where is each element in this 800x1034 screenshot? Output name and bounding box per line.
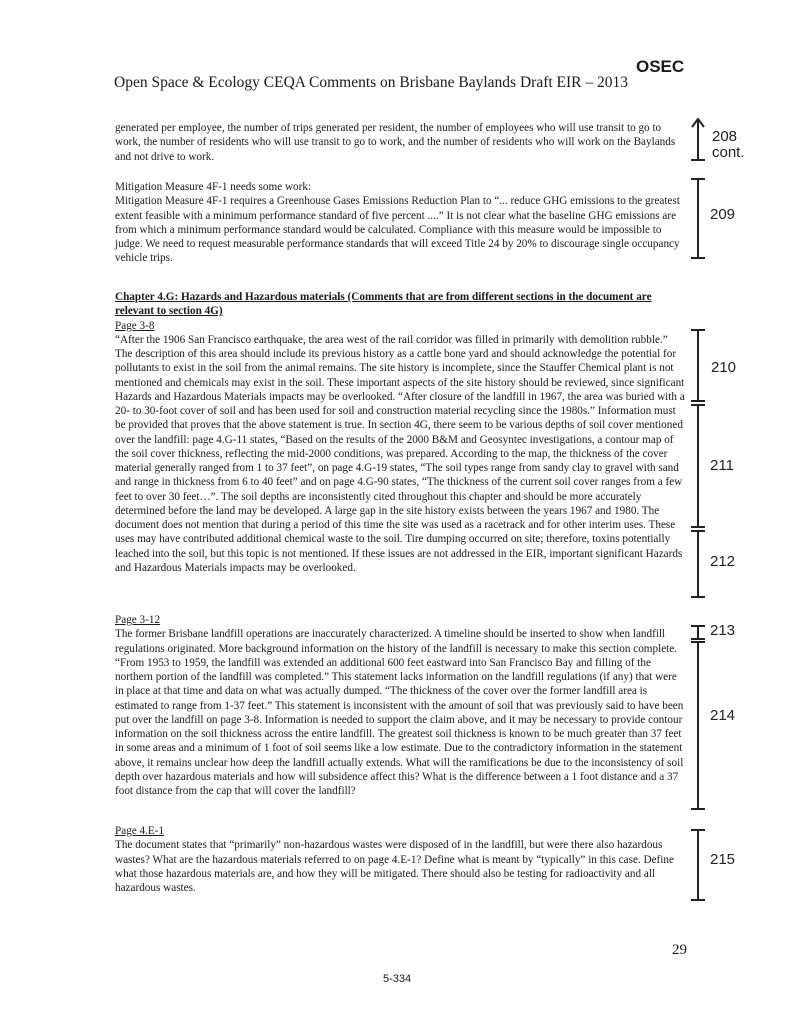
comment-number-215: 215: [710, 851, 736, 868]
paragraph-site-history: “After the 1906 San Francisco earthquake, the area west of the rail corridor was filled in primarily with demolition rubble.” The description of this area should include its previous history as a cattle bone yard and should acknowledge the potential for pollutants to exist in the soil from the animal remains. The site history is incomplete, since the Stauffer Chemical plant is not mentioned and chemicals may exist in the soil. These important aspects of the site history should be reviewed, since significant Hazards and Hazardous Materials impacts may be overlooked. “After closure of the landfill in 1967, the area was buried with a 20- to 30-foot cover of soil and has been used for soil and construction material recycling since the 1980s.” Information must be provided that proves that the above statement is true. In section 4G, there seem to be various depths of soil cover mentioned over the landfill: page 4.G-11 states, “Based on the results of the 2000 B&M and Geosyntec investigations, a contour map of the soil cover thickness, reflecting the mid-2000 conditions, was prepared. According to the map, the thickness of the cover material generally ranged from 1 to 37 feet”, on page 4.G-19 states, “The soil types range from sandy clay to gravel with sand and range in thickness from 6 to 40 feet” and on page 4.G-90 states, “The thickness of the current soil cover ranges from a few feet to over 30 feet…”. The soil depths are inconsistently cited throughout this chapter and should be more accurately determined before the land may be developed. A large gap in the site history exists between the years 1967 and 1980. The document does not mention that during a period of this time the site was used as a racetrack and for other interim uses. These uses may have contributed additional chemical waste to the soil. Tire dumping occurred on site; therefore, toxins potentially leached into the soil, but this topic is not mentioned. If these issues are not addressed in the EIR, important significant Hazards and Hazardous Materials impacts may be overlooked.: [115, 333, 685, 574]
page-number: 29: [672, 942, 687, 958]
comment-number-212: 212: [710, 553, 736, 570]
hazards-section: [115, 290, 687, 575]
comment-bracket-214: [691, 641, 705, 810]
paragraph-transit-trips: generated per employee, the number of trips generated per resident, the number of employees who will use transit to go to work, the number of residents who will use transit to go to work, and the number of residents who will work on the Baylands and not drive to work.: [115, 122, 676, 163]
comment-bracket-208: [691, 120, 705, 161]
document-page-number: 5-334: [383, 973, 412, 985]
comment-number-211: 211: [710, 457, 734, 474]
comment-bracket-215: [691, 829, 705, 901]
page-reference-3-12: Page 3-12: [115, 614, 161, 626]
comment-bracket-209: [691, 178, 705, 259]
comment-number-213: 213: [710, 622, 736, 639]
mitigation-section: [115, 180, 687, 266]
comment-bracket-213: [691, 625, 705, 640]
paragraph-landfill-operations: The former Brisbane landfill operations are inaccurately characterized. A timeline should be inserted to show when landfill regulations originated. More background information on the history of the landfill is necessary to make this section complete. “From 1953 to 1959, the landfill was extended an additional 600 feet eastward into San Francisco Bay and filling of the northern portion of the landfill was completed.” This statement lacks information on the landfill regulations (if any) that were in place at that time and data on what was actually dumped. “The thickness of the cover over the former landfill area is estimated to range from 1-37 feet.” This statement is inconsistent with the amount of soil that was previously said to have been put over the landfill on page 3-8. Information is needed to support the claim above, and it may be necessary to provide contour information on the soil thickness across the entire landfill. The greatest soil thickness is known to be much greater than 37 feet in some areas and a minimum of 1 foot of soil seems like a low estimate. Due to the contradictory information in the statement above, it remains unclear how deep the landfill actually extends. What will the ramifications be due to the inconsistency of soil depth over hazardous materials and how will subsidence affect this? What is the difference between a 1 foot distance and a 37 foot distance from the cap that will cover the landfill?: [115, 628, 684, 797]
comment-number-208: 208 cont.: [712, 128, 745, 161]
paragraph-hazardous-wastes: The document states that “primarily” non-hazardous wastes were disposed of in the landfill, but were there also hazardous wastes? What are the hazardous materials referred to on page 4.E-1? Define what is meant by “typically” in this case. Define what those hazardous materials are, and how they will be mitigated. There should also be testing for radioactivity and all hazardous wastes.: [115, 839, 674, 894]
comment-number-214: 214: [710, 707, 736, 724]
comment-number-210: 210: [711, 359, 737, 376]
org-badge: OSEC: [636, 57, 685, 76]
landfill-section: [115, 613, 687, 798]
paragraph-mitigation: Mitigation Measure 4F-1 requires a Greenhouse Gases Emissions Reduction Plan to “... reduce GHG emissions to the greatest extent feasible with a minimum performance standard of five percent ....” It is not clear what the baseline GHG emissions are from which a minimum performance standard would be calculated. Compliance with this measure would be impossible to judge. We need to request measurable performance standards that will exceed Title 24 by 20% to discourage single occupancy vehicle trips.: [115, 195, 680, 265]
hazardous-wastes-section: [115, 824, 687, 895]
page-header-title: Open Space & Ecology CEQA Comments on Brisbane Baylands Draft EIR – 2013: [114, 74, 629, 91]
chapter-heading: Chapter 4.G: Hazards and Hazardous materials (Comments that are from different sections in the document are relevant to section 4G): [115, 291, 652, 318]
page-reference-3-8: Page 3-8: [115, 319, 155, 332]
comment-bracket-212: [691, 530, 705, 598]
mitigation-heading: Mitigation Measure 4F-1 needs some work:: [115, 181, 312, 193]
comment-number-209: 209: [710, 206, 736, 223]
page-reference-4-e-1: Page 4.E-1: [115, 825, 165, 837]
comment-bracket-211: [691, 404, 705, 528]
comment-bracket-210: [691, 329, 705, 402]
